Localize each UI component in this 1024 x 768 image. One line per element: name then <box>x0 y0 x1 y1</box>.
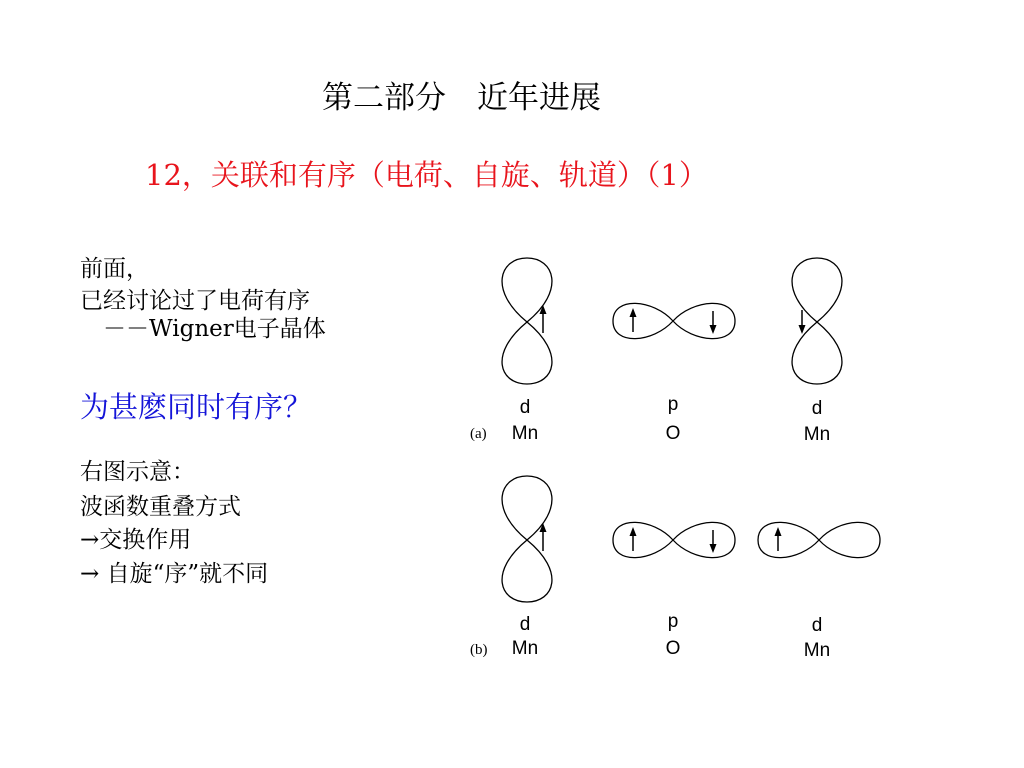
spin-down-arrow-icon <box>710 530 717 553</box>
atom-label: Mn <box>803 640 831 661</box>
orbital-type-label: p <box>667 611 679 632</box>
orbital-type-label: d <box>519 397 531 418</box>
spin-up-arrow-icon <box>775 527 782 551</box>
orbital-type-label: d <box>811 398 823 419</box>
question-text: 为甚麽同时有序？ <box>80 390 313 424</box>
spin-up-arrow-icon <box>630 527 637 551</box>
o-p-orbital-horizontal <box>613 522 735 557</box>
spin-up-arrow-icon <box>630 308 637 332</box>
text-line-4: 右图示意： <box>80 459 195 485</box>
atom-label: Mn <box>511 638 539 659</box>
atom-label: Mn <box>511 423 539 444</box>
orbital-type-label: d <box>519 614 531 635</box>
atom-label: Mn <box>803 424 831 445</box>
text-line-6: →交换作用 <box>80 527 192 553</box>
mn-d-orbital-horizontal <box>758 522 880 557</box>
spin-down-arrow-icon <box>799 310 806 334</box>
panel-tag-b: (b) <box>470 642 488 658</box>
text-line-3: －－Wigner电子晶体 <box>80 316 326 342</box>
o-p-orbital-horizontal <box>613 303 735 338</box>
atom-label: O <box>665 423 681 444</box>
mn-d-orbital-vertical <box>792 258 842 384</box>
orbital-type-label: p <box>667 394 679 415</box>
text-line-2: 已经讨论过了电荷有序 <box>80 288 310 314</box>
mn-d-orbital-vertical <box>502 476 552 602</box>
orbital-type-label: d <box>811 615 823 636</box>
slide-subtitle: 12，关联和有序（电荷、自旋、轨道）（1） <box>145 158 708 192</box>
slide-title: 第二部分 近年进展 <box>322 80 601 116</box>
panel-tag-a: (a) <box>470 426 487 442</box>
text-line-5: 波函数重叠方式 <box>80 494 241 520</box>
atom-label: O <box>665 638 681 659</box>
text-line-7: → 自旋“序”就不同 <box>80 561 269 587</box>
panel-b <box>470 476 880 661</box>
spin-down-arrow-icon <box>710 311 717 334</box>
text-line-1: 前面， <box>80 256 149 282</box>
mn-d-orbital-vertical <box>502 258 552 384</box>
panel-a <box>470 258 842 445</box>
